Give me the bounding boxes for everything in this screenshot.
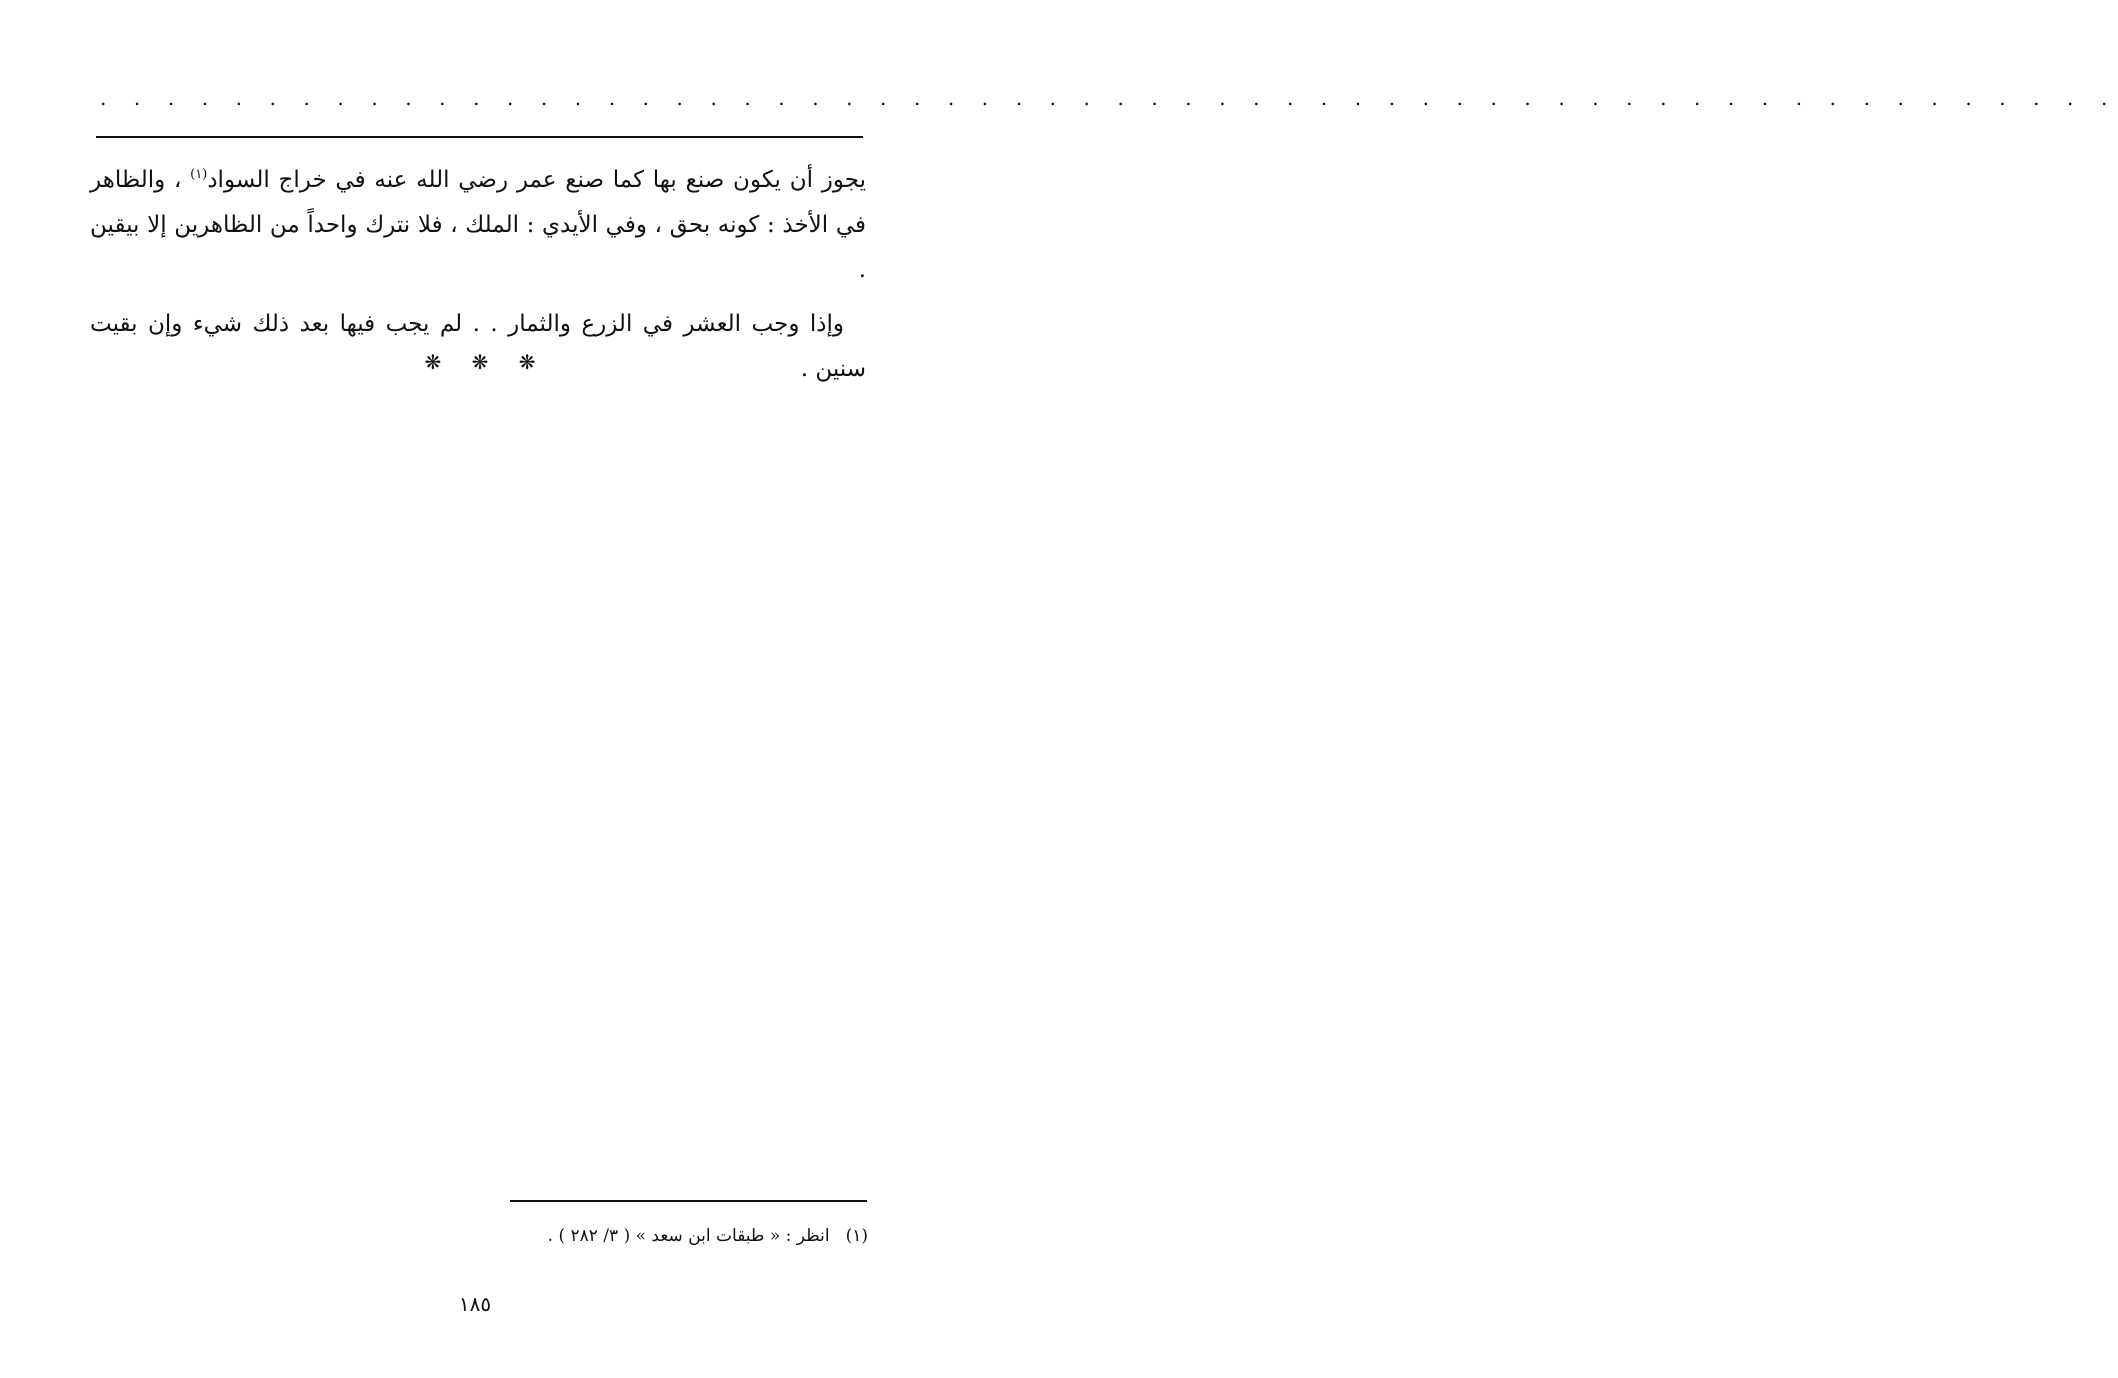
header-rule — [96, 136, 863, 138]
footnote-reference: (١) — [190, 167, 208, 182]
footnote-text: انظر : « طبقات ابن سعد » ( ٣/ ٢٨٢ ) . — [547, 1226, 830, 1246]
page-number: ١٨٥ — [458, 1292, 492, 1316]
header-leader-dots: . . . . . . . . . . . . . . . . . . . . . . . . . . . . . . . . . . . . . . . . . . . . . . . . . . . . . . . . . . . . — [100, 86, 2118, 110]
separator-star-icon: ❋ — [424, 350, 442, 374]
paragraph-1 — [90, 158, 866, 293]
paragraph-1-start: يجوز أن يكون صنع بها كما صنع عمر رضي الله عنه في خراج السواد — [207, 167, 866, 193]
separator-star-icon: ❋ — [518, 350, 536, 374]
separator-star-icon: ❋ — [471, 350, 489, 374]
paragraph-2: وإذا وجب العشر في الزرع والثمار . . لم يجب فيها بعد ذلك شيء وإن بقيت سنين . — [90, 311, 866, 382]
footnote-rule — [510, 1200, 867, 1202]
footnote — [470, 1222, 868, 1250]
paragraph-1-end: ، والظاهر في الأخذ : كونه بحق ، وفي الأيدي : الملك ، فلا نترك واحداً من الظاهرين إلا بيقين . — [90, 167, 866, 283]
footnote-number: (١) — [845, 1226, 868, 1246]
section-separator — [380, 349, 580, 375]
